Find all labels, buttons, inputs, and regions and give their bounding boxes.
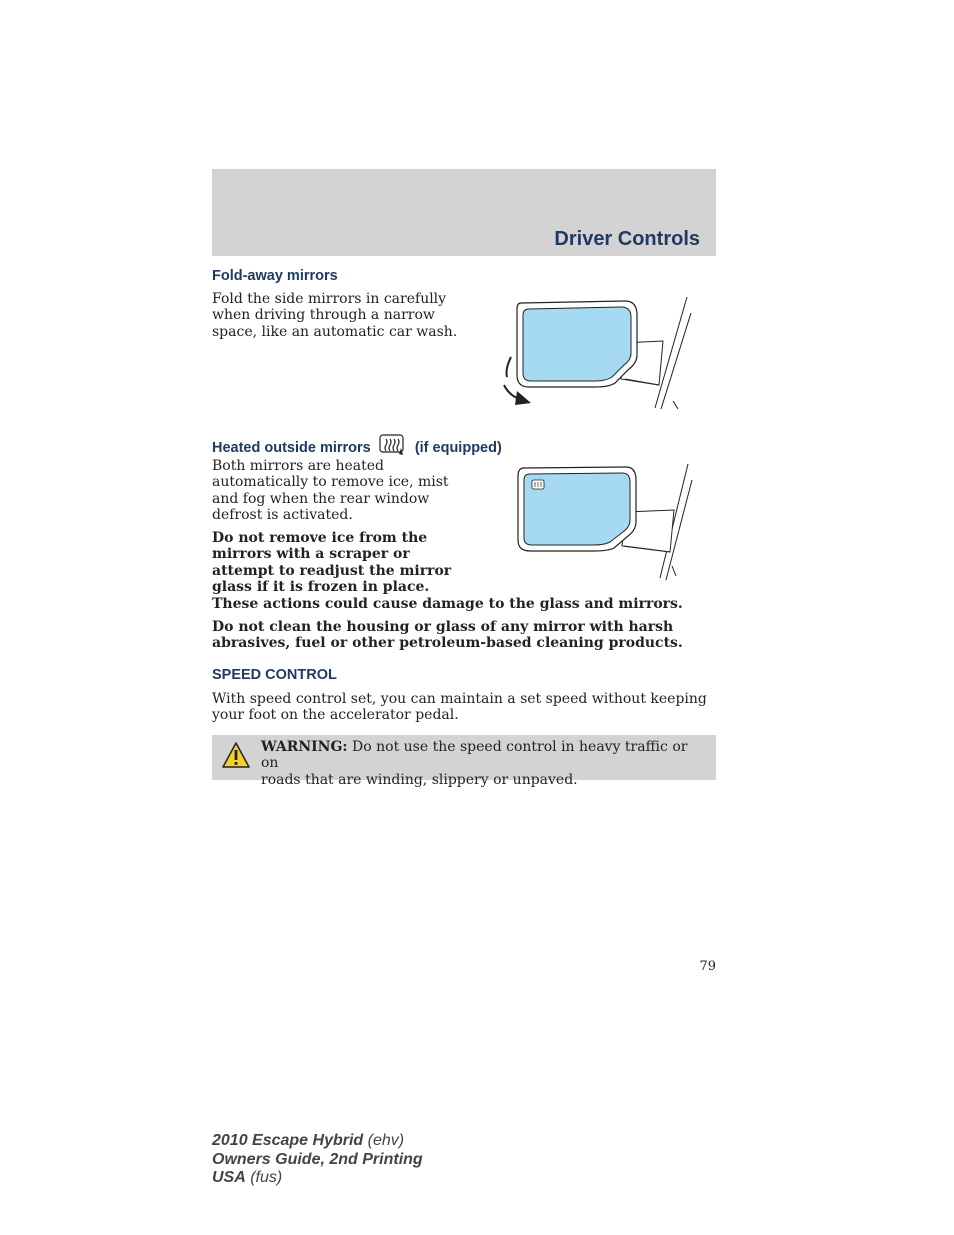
- footer-guide: Owners Guide, 2nd Printing: [212, 1150, 423, 1168]
- foldaway-line: Fold the side mirrors in carefully: [212, 291, 447, 307]
- warning-box: [212, 735, 716, 788]
- header-band: [212, 169, 716, 256]
- page-number: 79: [699, 959, 716, 974]
- warning-text: [261, 739, 709, 788]
- heated-caution-2: [212, 619, 683, 652]
- heated-line: defrost is activated.: [212, 507, 353, 524]
- heated-line: automatically to remove ice, mist: [212, 474, 449, 491]
- section-title: Driver Controls: [554, 228, 700, 250]
- footer-model: 2010 Escape Hybrid: [212, 1132, 364, 1149]
- caution-line: mirrors with a scraper or: [212, 546, 410, 563]
- heated-mirror-icon: [379, 434, 405, 456]
- heated-line: Both mirrors are heated: [212, 458, 384, 474]
- foldaway-line: space, like an automatic car wash.: [212, 323, 458, 340]
- foldaway-line: when driving through a narrow: [212, 307, 435, 324]
- foldaway-mirror-illustration: [495, 293, 695, 413]
- caution-line: Do not clean the housing or glass of any mirror with harsh: [212, 619, 674, 635]
- heated-body: [212, 458, 449, 524]
- caution-line: attempt to readjust the mirror: [212, 562, 452, 579]
- caution-line: abrasives, fuel or other petroleum-based cleaning products.: [212, 635, 683, 652]
- warning-triangle-icon: [221, 741, 251, 769]
- footer-model-code: (ehv): [363, 1132, 405, 1149]
- heated-mirror-illustration: [510, 460, 700, 582]
- speed-line: your foot on the accelerator pedal.: [212, 707, 459, 724]
- footer-market-code: (fus): [245, 1169, 283, 1186]
- foldaway-body: [212, 291, 457, 340]
- heated-line: and fog when the rear window: [212, 490, 430, 507]
- foldaway-heading: Fold-away mirrors: [212, 268, 338, 284]
- speed-control-body: [212, 691, 707, 724]
- caution-line: These actions could cause damage to the glass and mirrors.: [212, 595, 683, 612]
- heated-heading-suffix: (if equipped): [414, 440, 502, 456]
- warning-label: WARNING:: [261, 739, 348, 755]
- heated-heading: [212, 434, 502, 456]
- speed-control-heading: SPEED CONTROL: [212, 667, 337, 683]
- caution-line: Do not remove ice from the: [212, 530, 428, 546]
- warning-line-2: roads that are winding, slippery or unpaved.: [261, 771, 578, 788]
- speed-line: With speed control set, you can maintain a set speed without keeping: [212, 691, 707, 707]
- caution-line: glass if it is frozen in place.: [212, 579, 430, 596]
- heated-heading-text: Heated outside mirrors: [212, 440, 371, 456]
- warning-line-1: Do not use the speed control in heavy traffic or on: [261, 739, 688, 772]
- footer: [212, 1132, 423, 1188]
- footer-market: USA: [212, 1169, 246, 1186]
